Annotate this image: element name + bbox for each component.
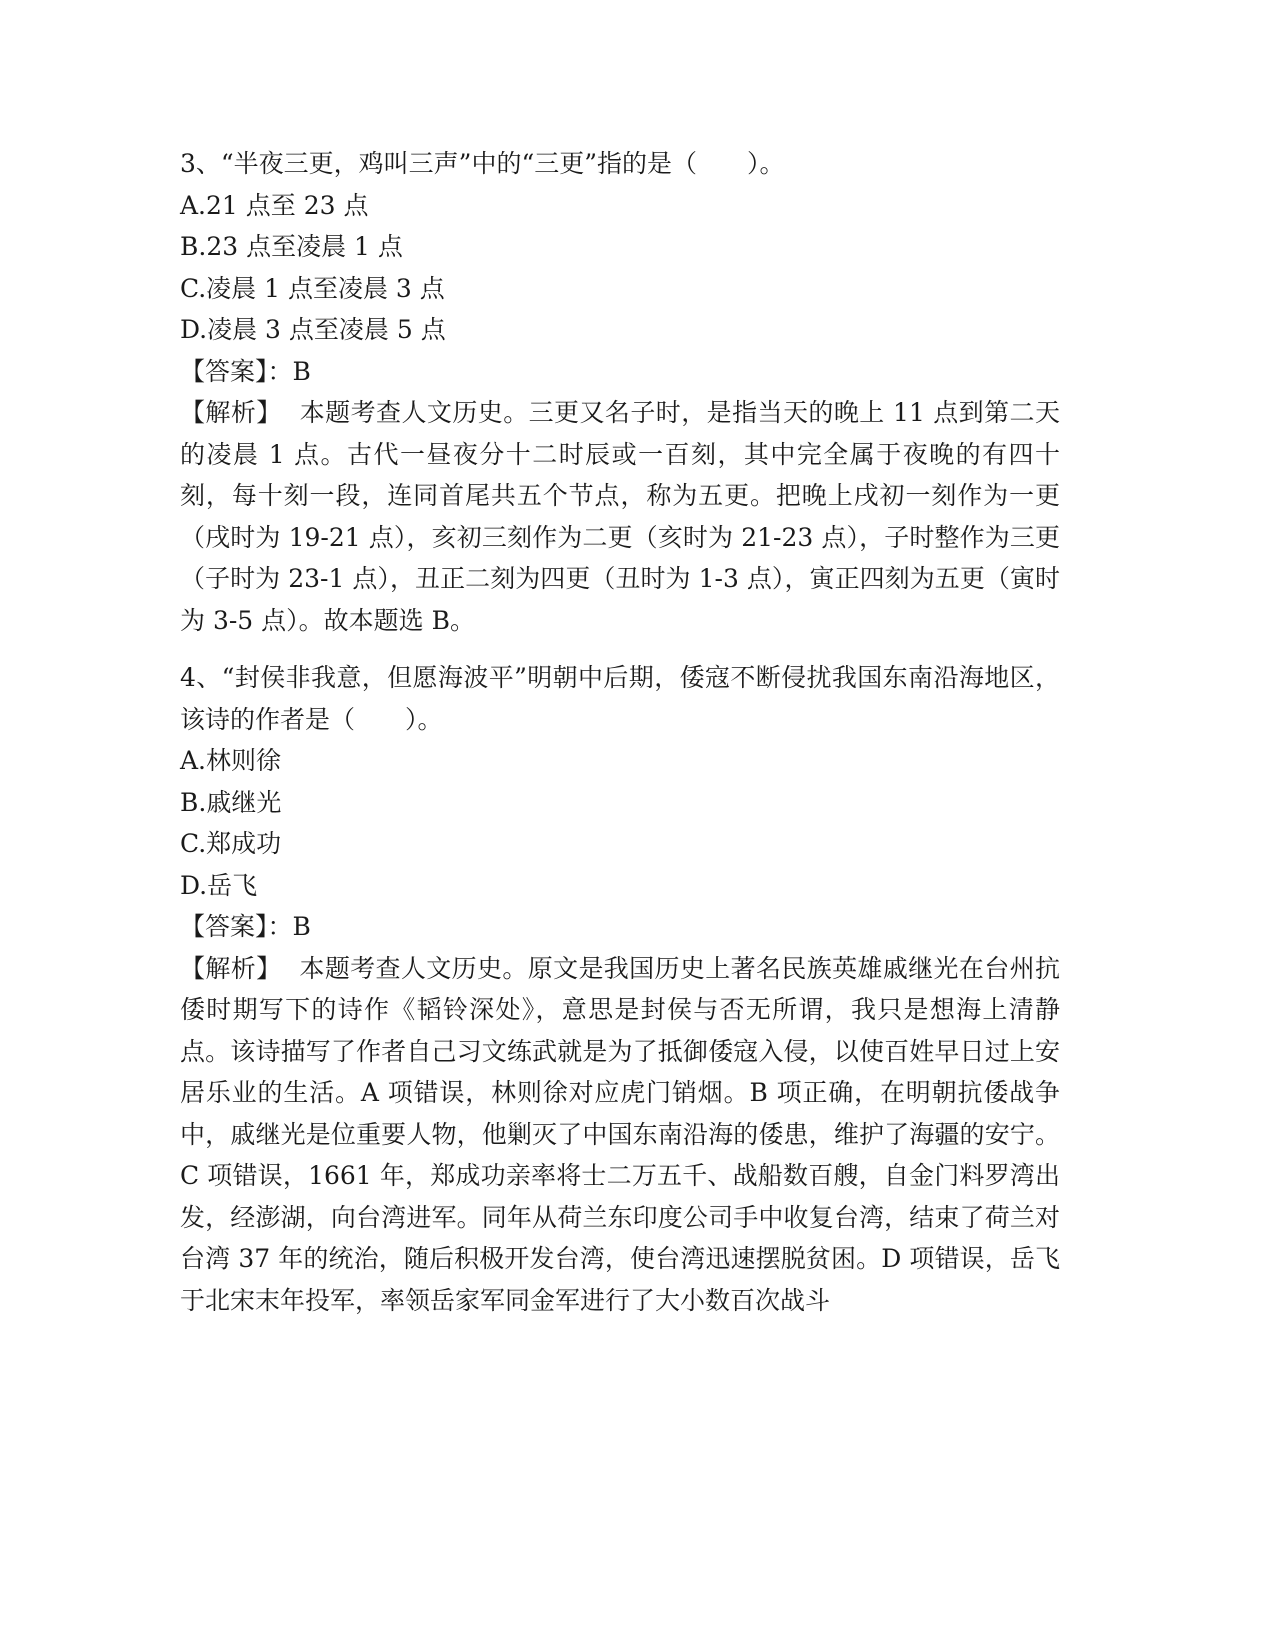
answer-line	[180, 351, 1060, 393]
answer-label: 【答案】：	[180, 356, 293, 386]
question-stem: 4、“封侯非我意，但愿海波平”明朝中后期，倭寇不断侵扰我国东南沿海地区，该诗的作者是（ ）。	[180, 663, 1060, 734]
answer-label: 【答案】：	[180, 912, 293, 941]
option-d: D.凌晨 3 点至凌晨 5 点	[180, 315, 446, 344]
option-b: B.戚继光	[180, 787, 282, 817]
document-page	[180, 143, 1060, 1321]
option-a: A.21 点至 23 点	[180, 190, 369, 220]
answer-value: B	[292, 912, 311, 941]
option-c: C.郑成功	[180, 829, 282, 858]
analysis-text: 本题考查人文历史。原文是我国历史上著名民族英雄戚继光在台州抗倭时期写下的诗作《韬铃深处》，意思是封侯与否无所谓，我只是想海上清静点。该诗描写了作者自己习文练武就是为了抵御倭寇入侵，以使百姓早日过上安居乐业的生活。A 项错误，林则徐对应虎门销烟。B 项正确，在明朝抗倭战争中，戚继光是位重要人物，他剿灭了中国东南沿海的倭患，维护了海疆的安宁。C 项错误，1661 年，郑成功亲率将士二万五千、战船数百艘，自金门料罗湾出发，经澎湖，向台湾进军。同年从荷兰东印度公司手中收复台湾，结束了荷兰对台湾 37 年的统治，随后积极开发台湾，使台湾迅速摆脱贫困。D 项错误，岳飞于北宋末年投军，率领岳家军同金军进行了大小数百次战斗	[180, 953, 1060, 1315]
analysis-paragraph	[180, 948, 1060, 1322]
analysis-paragraph	[180, 392, 1060, 641]
option-a: A.林则徐	[180, 746, 282, 775]
option-d: D.岳飞	[180, 870, 258, 900]
analysis-label: 【解析】	[180, 398, 282, 427]
analysis-text: 本题考查人文历史。三更又名子时，是指当天的晚上 11 点到第二天的凌晨 1 点。古代一昼夜分十二时辰或一百刻，其中完全属于夜晚的有四十刻，每十刻一段，连同首尾共五个节点，称为五更。把晚上戌初一刻作为一更（戌时为 19-21 点），亥初三刻作为二更（亥时为 21-23 点），子时整作为三更（子时为 23-1 点），丑正二刻为四更（丑时为 1-3 点），寅正四刻为五更（寅时为 3-5 点）。故本题选 B。	[180, 398, 1060, 635]
analysis-label: 【解析】	[180, 953, 282, 983]
option-b: B.23 点至凌晨 1 点	[180, 232, 403, 261]
question-3	[180, 143, 1060, 641]
answer-value: B	[292, 356, 311, 386]
question-4	[180, 657, 1060, 1321]
answer-line	[180, 906, 1060, 948]
option-c: C.凌晨 1 点至凌晨 3 点	[180, 273, 445, 303]
question-stem: 3、“半夜三更，鸡叫三声”中的“三更”指的是（ ）。	[180, 149, 785, 178]
